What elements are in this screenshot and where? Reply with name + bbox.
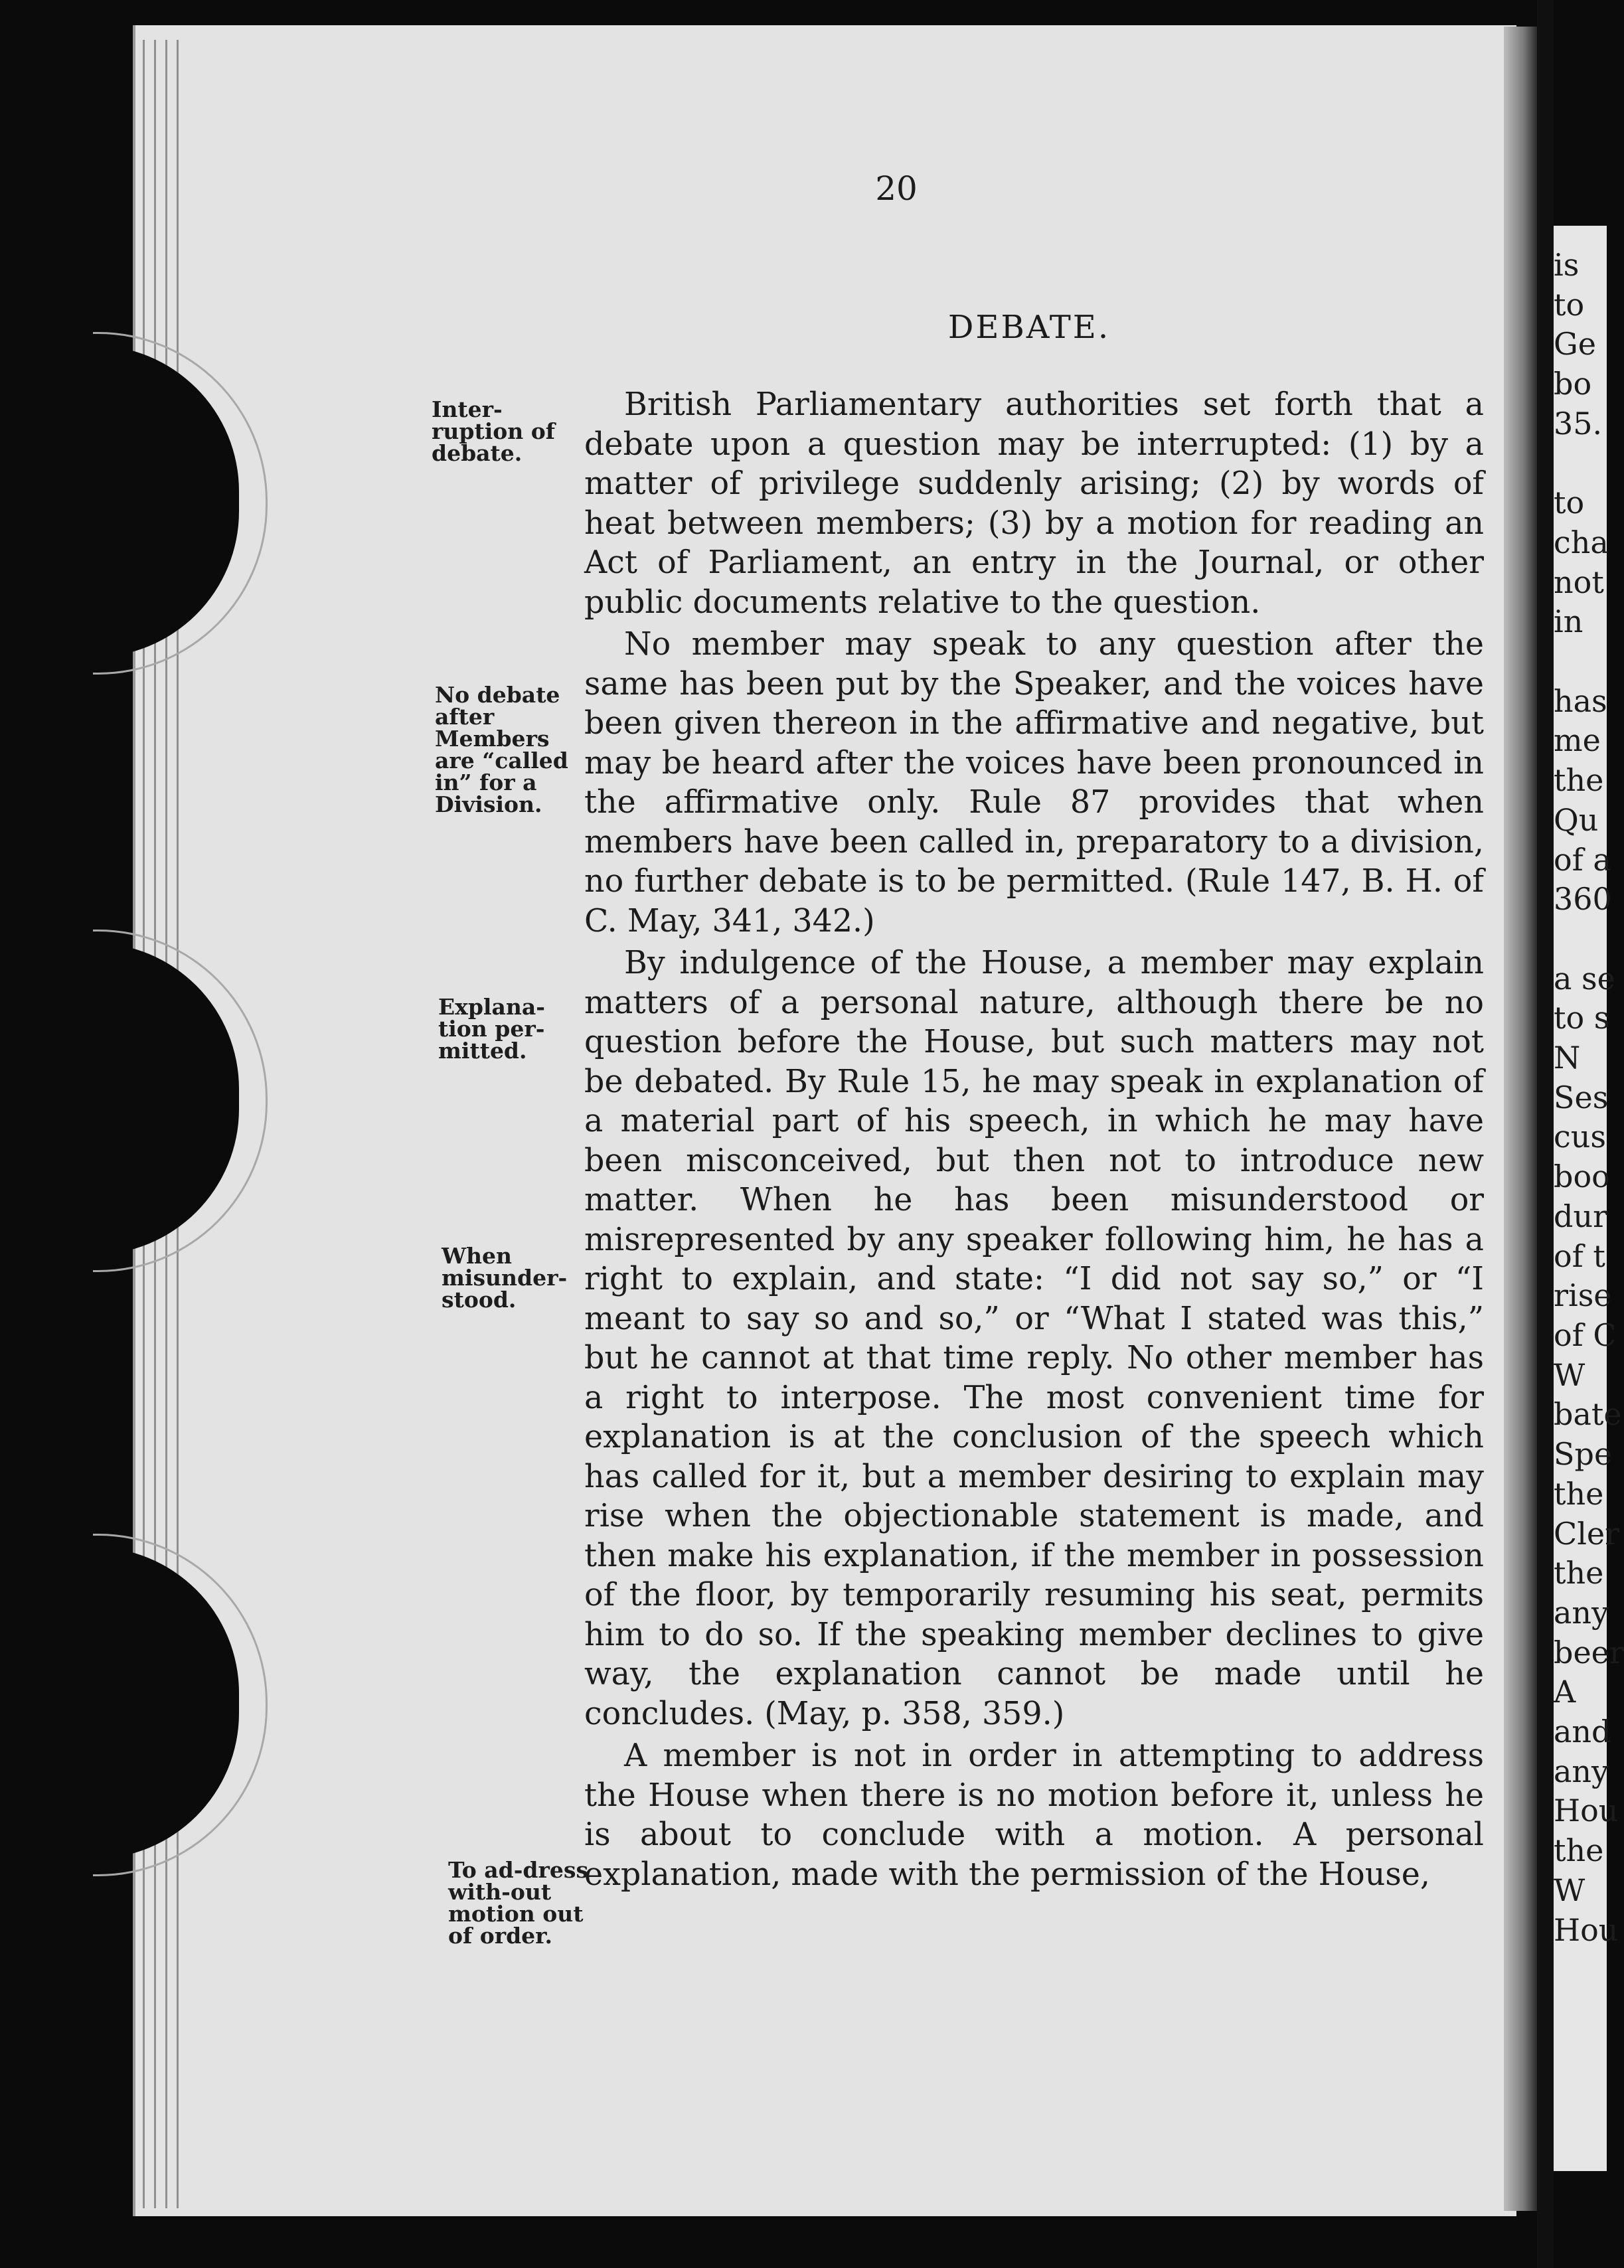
page-title: DEBATE.: [947, 309, 1111, 346]
binding-gutter: [1537, 0, 1554, 2268]
facing-page-line: the: [1554, 1832, 1604, 1869]
body-text: [584, 385, 1484, 1894]
facing-page-line: any: [1554, 1594, 1609, 1631]
facing-page-line: W: [1554, 1356, 1585, 1393]
facing-page-line: in: [1554, 604, 1583, 640]
facing-page-line: any: [1554, 1753, 1609, 1789]
facing-page-text: [1554, 246, 1624, 1950]
facing-page-line: A: [1554, 1674, 1576, 1710]
facing-page-line: Cler: [1554, 1515, 1620, 1552]
facing-page-line: the: [1554, 1555, 1604, 1591]
margin-note: To ad-dress with-out motion out of order.: [448, 1857, 589, 1949]
margin-note: When misunder-stood.: [442, 1243, 568, 1313]
facing-page-line: boo: [1554, 1159, 1610, 1195]
margin-note: Explana-tion per-mitted.: [438, 994, 545, 1064]
paragraph: A member is not in order in attempting to address the House when there is no motion before it, unless he is about to conclude with a motion. A personal explanation, made with the permission of the House,: [584, 1738, 1484, 1893]
facing-page-line: Ses: [1554, 1079, 1609, 1115]
facing-page-line: of t: [1554, 1238, 1605, 1274]
facing-page-line: of C: [1554, 1317, 1617, 1353]
facing-page-line: N: [1554, 1040, 1581, 1076]
facing-page-line: Spe: [1554, 1436, 1613, 1473]
facing-page-line: bo: [1554, 366, 1592, 402]
facing-page-line: Qu: [1554, 801, 1599, 838]
facing-page-line: the: [1554, 762, 1604, 799]
facing-page-line: to: [1554, 485, 1585, 521]
facing-page-line: [1554, 920, 1607, 959]
facing-page-line: the: [1554, 1475, 1604, 1512]
facing-page-line: not: [1554, 564, 1604, 600]
facing-page-line: dur: [1554, 1198, 1608, 1234]
facing-page-line: of a: [1554, 841, 1611, 878]
paragraph: By indulgence of the House, a member may explain matters of a personal nature, although there be no question before the House, but such matters may not be debated. By Rule 15, he may speak in explanation of a material part of his speech, in which he may have been misconceived, but then not to introduce new matter. When he has been misunderstood or misrepresented by any speaker following him, he has a right to explain, and state: “I did not say so,” or “I meant to say so and so,” or “What I stated was this,” but he cannot at that time reply. No other member has a right to interpose. The most convenient time for explanation is at the conclusion of the speech which has called for it, but a member desiring to explain may rise when the objectionable statement is made, and then make his explanation, if the member in possession of the floor, by temporarily resuming his seat, permits him to do so. If the speaking member declines to give way, the explanation cannot be made until he concludes. (May, p. 358, 359.): [584, 945, 1484, 1732]
facing-page-line: Hou: [1554, 1911, 1619, 1948]
facing-page-line: and: [1554, 1714, 1611, 1750]
facing-page-line: bate: [1554, 1396, 1622, 1433]
facing-page-line: has: [1554, 683, 1607, 719]
facing-page-line: beer: [1554, 1634, 1624, 1670]
page-edge-shadow: [1504, 27, 1537, 2211]
facing-page-line: 35.: [1554, 405, 1603, 442]
facing-page-line: 360: [1554, 881, 1612, 918]
page-number: 20: [875, 169, 918, 208]
margin-note: No debate after Members are “called in” for a Division.: [435, 682, 568, 817]
facing-page-line: to s: [1554, 1000, 1610, 1036]
facing-page-line: W: [1554, 1872, 1585, 1908]
paragraph: British Parliamentary authorities set forth that a debate upon a question may be interrupted: (1) by a matter of privilege suddenly arising; (2) by words of heat between members; (3) by a motion for reading an Act of Parliament, an entry in the Journal, or other public documents relative to the question.: [584, 386, 1484, 621]
facing-page-line: cha: [1554, 524, 1609, 560]
facing-page-line: rise: [1554, 1277, 1612, 1314]
facing-page-line: cus: [1554, 1119, 1606, 1155]
margin-note: Inter-ruption of debate.: [432, 396, 555, 466]
facing-page-line: to: [1554, 286, 1585, 323]
facing-page-line: a se: [1554, 960, 1615, 997]
facing-page-line: me: [1554, 722, 1601, 759]
facing-page-line: [1554, 642, 1607, 682]
facing-page-line: Hou: [1554, 1793, 1619, 1829]
facing-page-line: is: [1554, 247, 1580, 283]
facing-page-line: [1554, 444, 1607, 484]
paragraph: No member may speak to any question after the same has been put by the Speaker, and the voices have been given thereon in the affirmative and negative, but may be heard after the voices have been pronounced in the affirmative only. Rule 87 provides that when members have been called in, preparatory to a division, no further debate is to be permitted. (Rule 147, B. H. of C. May, 341, 342.): [584, 626, 1484, 939]
facing-page-line: Ge: [1554, 326, 1596, 363]
